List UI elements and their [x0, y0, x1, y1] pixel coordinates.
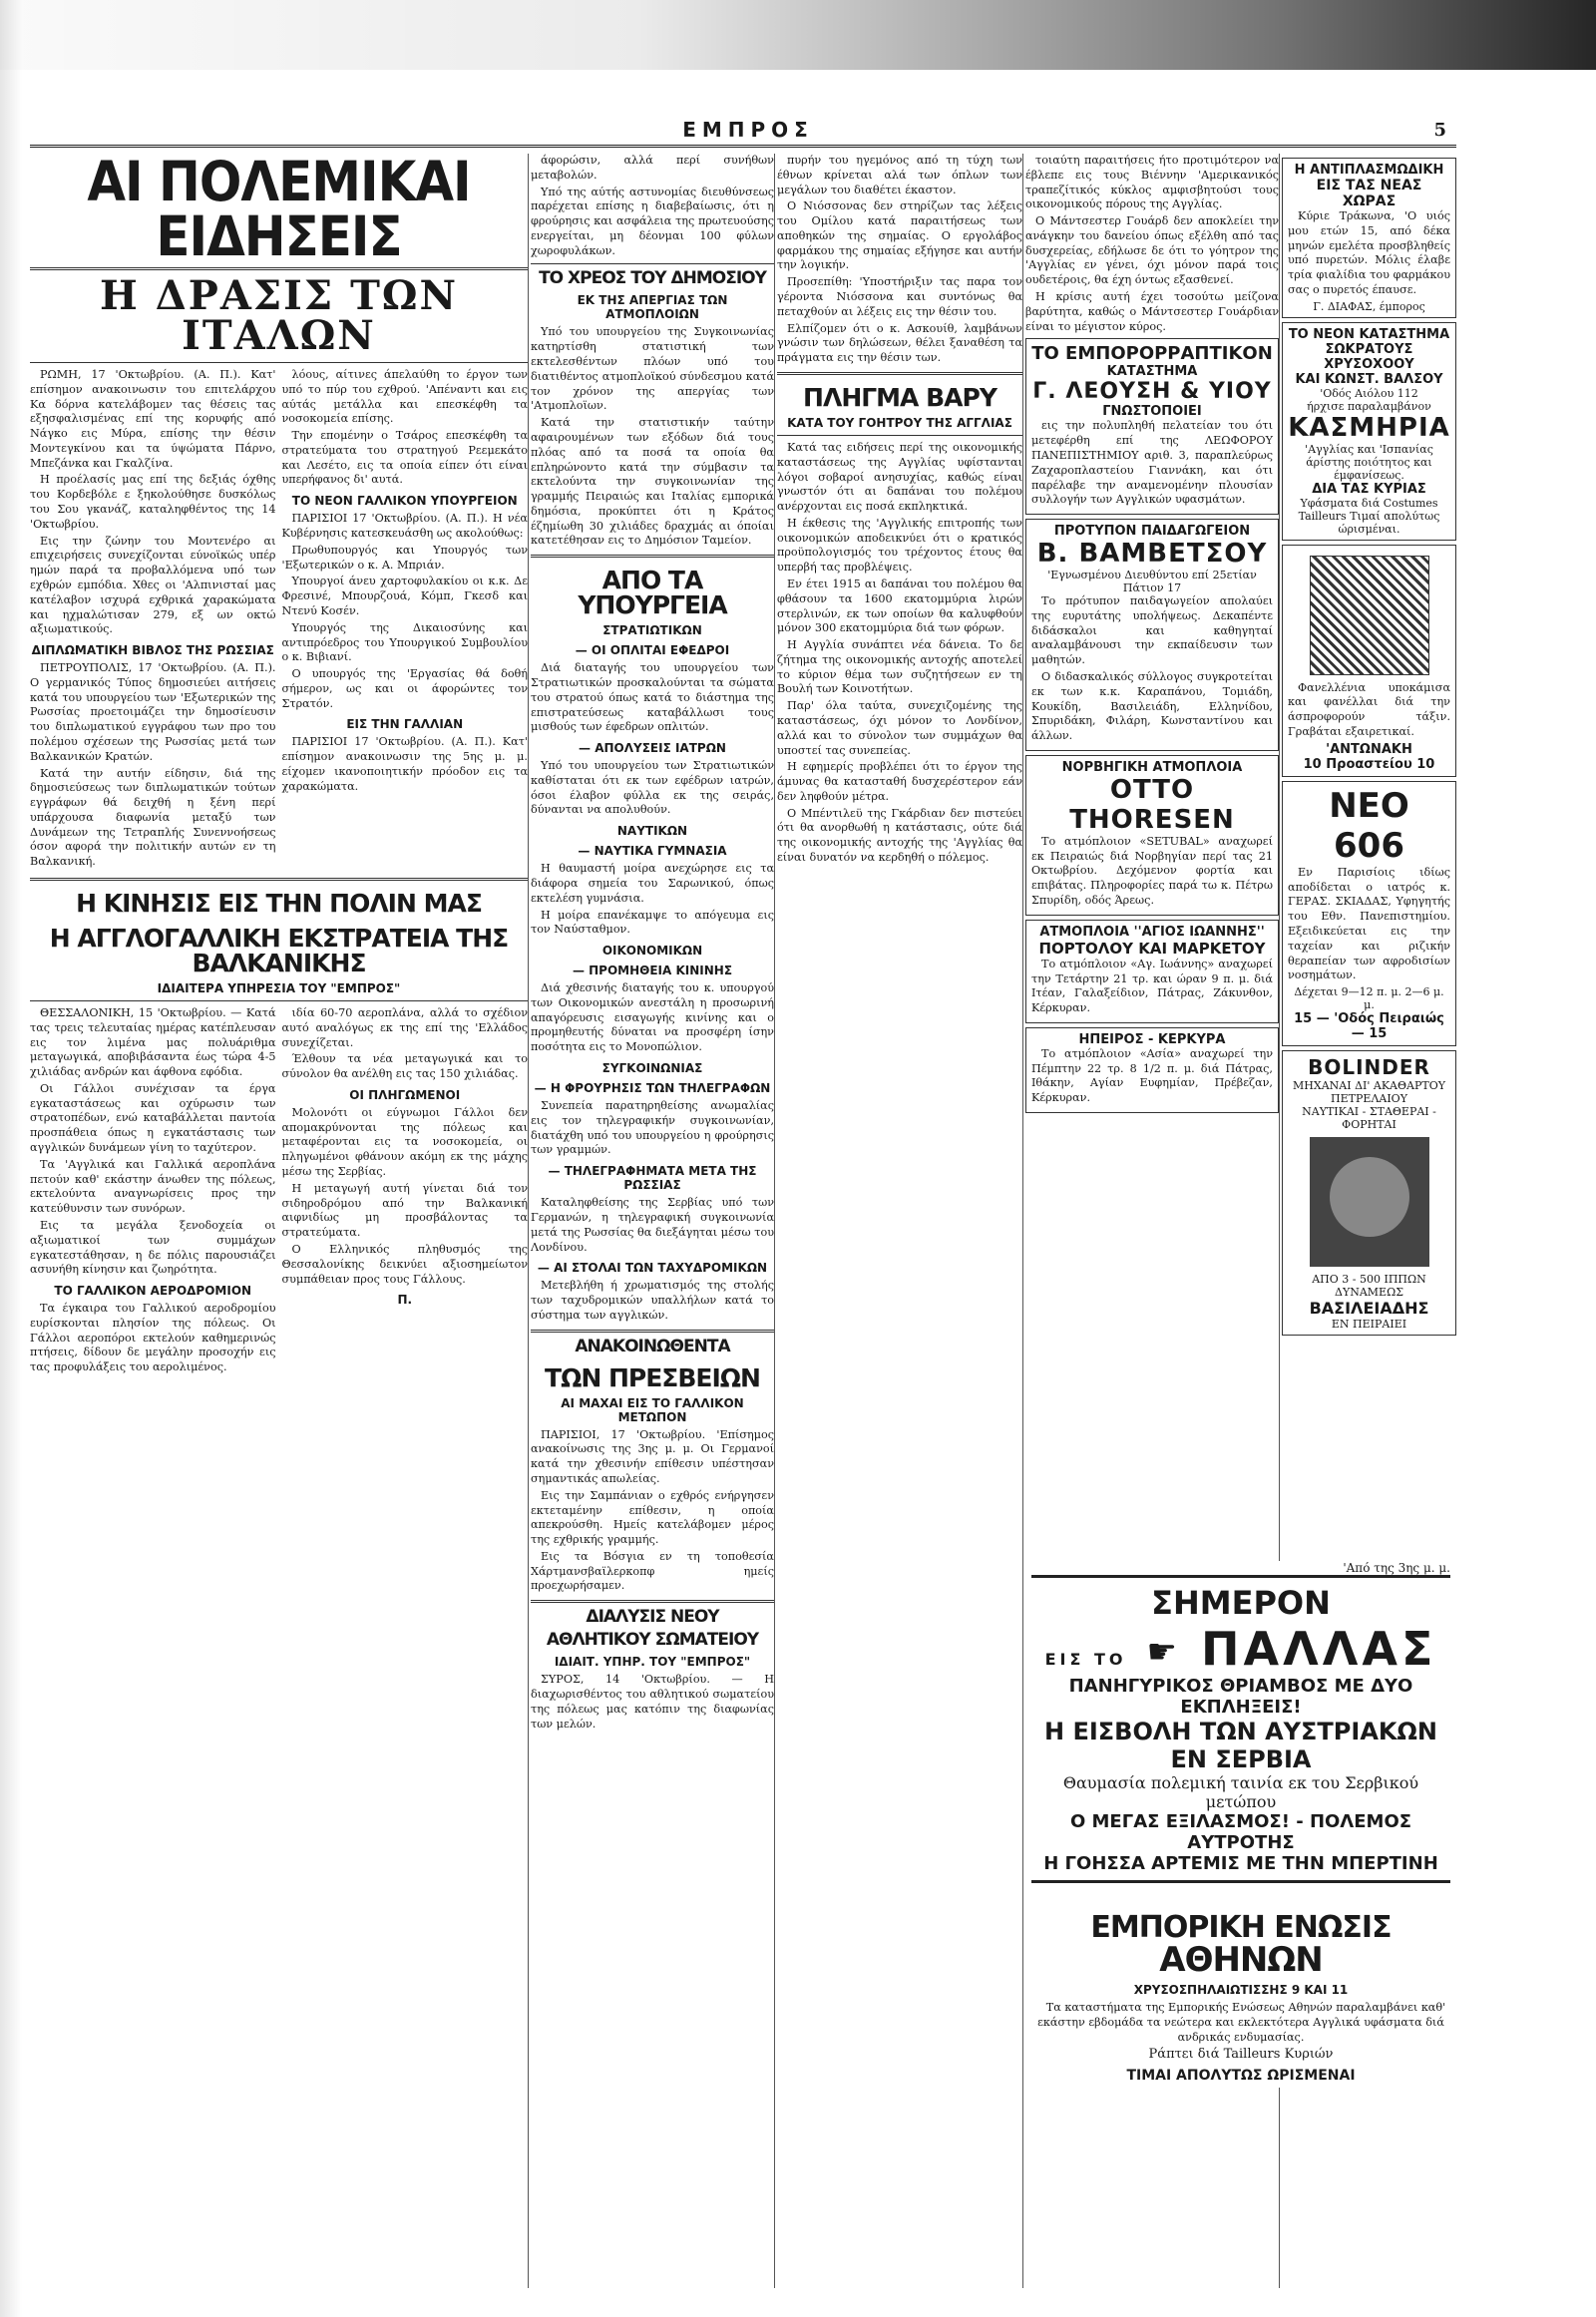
engine-illustration: [1310, 1137, 1429, 1267]
article-paragraph: Υπό της αύτής αστυνομίας διευθύνσεως παρέχεται επίσης η διαβεβαίωσις, ότι η φρούρησις και ασφάλεια της πρωτευούσης ενεργείται, μη δέονμαι 100 φύλων χωροφυλάκων.: [531, 185, 774, 257]
headline-anglo-french-campaign: Η ΑΓΓΛΟΓΑΛΛΙΚΗ ΕΚΣΤΡΑΤΕΙΑ ΤΗΣ ΒΑΛΚΑΝΙΚΗΣ: [49, 924, 509, 977]
subhead: ΕΙΣ ΤΗΝ ΓΑΛΛΙΑΝ: [346, 717, 464, 732]
ad-title: ΠΡΟΤΥΠΟΝ ΠΑΙΔΑΓΩΓΕΙΟΝ: [1053, 524, 1251, 540]
ad-body: 'Αγγλίας και 'Ισπανίας άρίστης ποιότητος και έμφανίσεως.: [1305, 442, 1433, 482]
ad-name: ΠΟΡΤΟΛΟΥ ΚΑΙ ΜΑΡΚΕΤΟΥ: [1038, 939, 1266, 958]
article-paragraph: Η μεταγωγή αυτή γίνεται διά τον σιδηροδρόμου από την Βαλκανική αιφνιδίως μη προσβάλοντας τα στρατεύματα.: [281, 1181, 528, 1240]
campaign-left: [30, 1006, 276, 1377]
article-paragraph: ΠΑΡΙΣΙΟΙ 17 'Οκτωβρίου. (Α. Π.). Η νέα Κυβέρνησις κατεσκευάσθη ως ακολούθως:: [281, 512, 528, 541]
scan-shadow: [0, 0, 1596, 70]
ad-big-text: ΝΕΟ 606: [1329, 785, 1409, 866]
article-paragraph: Ο Μάντσεστερ Γουάρδ δεν αποκλείει την ανάγκην του δανείου όπως εξέλθη από τας δυσχερείας, εδήλωσε δε ότι το γόητρον της 'Αγγλίας εν γένει, όχι μόνον παρά τοις ουδετέροις, θα έχη όντως εξασθενεί.: [1025, 214, 1279, 287]
ad-body: Τα καταστήματα της Εμπορικής Ενώσεως Αθηνών παραλαμβάνει καθ' εκάστην εβδομάδα τα νεώτερα και εκλεκτότερα Αγγλικά υφάσματα διά ανδρικάς ενδυμασίας.: [1037, 2001, 1446, 2044]
article-paragraph: ΘΕΣΣΑΛΟΝΙΚΗ, 15 'Οκτωβρίου. — Κατά τας τρεις τελευταίας ημέρας κατέπλευσαν εις τον λιμένα μας πολυάριθμα μεταγωγικά, αποβιβάσαντα έως τώρα 4-5 χιλιάδας ανδρών και άφθονα εφόδια.: [30, 1006, 276, 1079]
ad-address: ΕΝ ΠΕΙΡΑΙΕΙ: [1331, 1318, 1407, 1332]
article-paragraph: ΡΩΜΗ, 17 'Οκτωβρίου. (Α. Π.). Κατ' επίσημον ανακοινωσιν του επιτελάρχου Κα δόρνα κατελάβομεν τας θέσεις τας εξησφαλισμένας επί της κορυφής από Νάγκο εις Μύρα, επίσης την θέσιν Μοντεγκίνου και τα ύψώματα Πάρνο, Μπεζάνκα και Γκαλζίνα.: [30, 368, 276, 470]
ad-pallas-name: ΠΑΛΛΑΣ: [1201, 1622, 1437, 1676]
article-paragraph: Εις την ζώνην του Μοντενέρο αι επιχειρήσεις συνεχίζονται εύνοϊκώς υπέρ ημών παρά τα προβαλλόμενα υπό των εχθρών εμπόδια. Χθες οι 'Αλπινισταί μας κατέλαβον ισχυρά εχθρικά χαρακώματα και ηχμαλώτισαν 279, εξ ων οκτώ αξιωματικούς.: [30, 534, 276, 636]
subhead: — ΑΠΟΛΥΣΕΙΣ ΙΑΤΡΩΝ: [579, 741, 726, 756]
article-paragraph: Υπουργοί άνευ χαρτοφυλακίου οι κ.κ. Δε Φρεσινέ, Μπουρζουά, Κόμπ, Γκεσδ και Ντενύ Κοσέν.: [281, 575, 528, 617]
article-paragraph: Τα 'Αγγλικά και Γαλλικά αεροπλάνα πετούν καθ' εκάστην άνωθεν της πόλεως, εκτελούντα αναγνωρίσεις προς την κατεύθυνσιν των συνόρων.: [30, 1157, 276, 1216]
newspaper-title: ΕΜΠΡΟΣ: [682, 118, 814, 142]
ad-line: Η ΕΙΣΒΟΛΗ ΤΩΝ ΑΥΣΤΡΙΑΚΩΝ ΕΝ ΣΕΡΒΙΑ: [1044, 1718, 1437, 1773]
article-paragraph: Η μοίρα επανέκαμψε το απόγευμα εις τον Ναύσταθμον.: [531, 908, 774, 937]
divider: [531, 263, 774, 264]
subhead: — ΟΙ ΟΠΛΙΤΑΙ ΕΦΕΔΡΟΙ: [575, 643, 730, 658]
subhead: ΟΙ ΠΛΗΓΩΜΕΝΟΙ: [349, 1087, 461, 1102]
divider: [531, 1330, 774, 1333]
war-news-left: [30, 368, 276, 872]
subhead: — ΑΙ ΣΤΟΛΑΙ ΤΩΝ ΤΑΧΥΔΡΟΜΙΚΩΝ: [537, 1261, 768, 1276]
article-paragraph: τοιαύτη παραιτήσεις ήτο προτιμότερον να έβλεπε εις τους Βιέννην 'Αμερικανικός τραπεζίτικός κύκλος αμφισβητούσι τους οικονομικούς πόρους της Αγγλίας.: [1025, 154, 1279, 211]
ad-name: Γ. ΛΕΟΥΣΗ & ΥΙΟΥ: [1032, 379, 1272, 405]
subhead: — ΠΡΟΜΗΘΕΙΑ ΚΙΝΙΝΗΣ: [572, 964, 733, 978]
article-paragraph: Κατά την αυτήν είδησιν, διά της δημοσιεύσεως των διπλωματικών τούτων εγγράφων θά δειχθή η ξένη περί υπάρχουσα διαφωνία μεταξύ των Δυνάμεων της Τετραπλής Συνεννοήσεως όσον αφορά την πολιτικήν αυτών εν τη Βαλκανική.: [30, 766, 276, 869]
article-paragraph: Η έκθεσις της 'Αγγλικής επιτροπής των οικονομικών αποδεικνύει ότι ο κρατικός προϋπολογισμός του τρέχοντος έτους θα υπερβή τας προβλέψεις.: [777, 516, 1022, 575]
article-paragraph: πυρήν του ηγεμόνος από τη τύχη των έθνων κρίνεται αλά των όπλων των μεγάλων του διαθέτει έκαστον.: [777, 154, 1022, 196]
ad-title: ΗΠΕΙΡΟΣ - ΚΕΡΚΥΡΑ: [1078, 1031, 1226, 1047]
article-paragraph: Συνεπεία παρατηρηθείσης ανωμαλίας εις τον τηλεγραφικήν συγκοινωνίαν, διατάχθη υπό του υπουργείου η φρούρησις των γραμμών.: [531, 1099, 774, 1157]
scan-shadow-left: [0, 0, 22, 2317]
ad-name: ΚΑΙ ΚΩΝΣΤ. ΒΑΛΣΟΥ: [1295, 371, 1443, 387]
ad-body: ΝΑΥΤΙΚΑΙ - ΣΤΑΘΕΡΑΙ - ΦΟΡΗΤΑΙ: [1302, 1105, 1436, 1132]
ad-city: ΑΘΗΝΩΝ: [1159, 1940, 1323, 1980]
ad-agios-ioannis: [1025, 920, 1279, 1023]
ad-title: ΝΟΡΒΗΓΙΚΗ ΑΤΜΟΠΛΟΙΑ: [1061, 759, 1243, 775]
article-paragraph: Παρ' όλα ταύτα, συνεχιζομένης της καταστάσεως, όχι μόνον το Λονδίνον, αλλά και το σύνολον των συμμάχων θα υποστεί τας συνεπείας.: [777, 699, 1022, 757]
ad-commercial-union: [1031, 1910, 1450, 2085]
article-paragraph: ΠΕΤΡΟΥΠΟΛΙΣ, 17 'Οκτωβρίου. (Α. Π.). Ο γερμανικός Τύπος δημοσιεύει αιτήσεις κατά του υπουργείου των 'Εξωτερικών της Ρωσσίας προετοιμάζει την δημοσίευσιν του διπλωματικού εγγράφου των προ του πολέμου σχέσεων της Ρωσσίας μετά των Βαλκανικών Κρατών.: [30, 661, 276, 763]
ad-line: ήρχισε παραλαμβάνον: [1307, 399, 1431, 413]
ad-body: Το πρότυπον παιδαγωγείον απολαύει της ευρυτάτης υπολήψεως. Δεκαπέντε διδάσκαλοι και καθηγηταί αναλαμβάνουσι την εκπαίδευσιν των μαθητών.: [1031, 594, 1273, 667]
article-paragraph: ΠΑΡΙΣΙΟΙ, 17 'Οκτωβρίου. 'Επίσημος ανακοίνωσις της 3ης μ. μ. Οι Γερμανοί κατά την χθεσινήν επίθεσιν υπέστησαν σημαντικάς απωλείας.: [531, 1427, 774, 1485]
ad-new-store: [1282, 322, 1456, 541]
campaign-body: [30, 1006, 528, 1377]
ad-body: Ο διδασκαλικός σύλλογος συγκροτείται εκ των κ.κ. Καραπάνου, Τομιάδη, Κουκίδη, Βασιλειάδη, Ελληνίδου, Σπυριδάκη, Φιλάρη, Κωνσταντίνου και άλλων.: [1031, 669, 1273, 743]
ad-subtitle: ΚΑΤΑΣΤΗΜΑ: [1106, 364, 1198, 380]
article-paragraph: Η προέλασίς μας επί της δεξιάς όχθης του Κορδεβόλε ε ξηκολούθησε δυσκόλως του Σου γκανάζ, καταληφθέντος της 14 'Οκτωβρίου.: [30, 473, 276, 531]
column-1: [30, 154, 529, 2288]
signature: Π.: [397, 1293, 413, 1308]
article-paragraph: Υπουργός της Δικαιοσύνης και αντιπρόεδρος του Υπουργικού Συμβουλίου ο κ. Βιβιανί.: [281, 620, 528, 664]
ad-body: Το ατμόπλοιον «SETUBAL» αναχωρεί εκ Πειραιώς διά Νορβηγίαν περί τας 21 Οκτωβρίου. Δεχόμενον φορτία και επιβάτας. Πληροφορίες παρά τω κ. Πέτρω Σπυρίδη, οδός Άρεως.: [1031, 834, 1273, 907]
ad-time: 'Από της 3ης μ. μ.: [1343, 1561, 1450, 1575]
ad-body: Εν Παρισίοις ιδίως αποδίδεται ο ιατρός κ. ΓΕΡΑΣ. ΣΚΙΑΔΑΣ, Υφηγητής του Εθν. Πανεπιστημίου. Εξειδικεύεται εις την ταχείαν και ριζικήν θεραπείαν των αφροδισίων νοσημάτων.: [1288, 865, 1450, 982]
ad-title: ΤΟ ΝΕΟΝ ΚΑΤΑΣΤΗΜΑ: [1288, 326, 1450, 342]
headline-ministries: ΑΠΟ ΤΑ ΥΠΟΥΡΓΕΙΑ: [578, 566, 727, 620]
subhead: ΕΚ ΤΗΣ ΑΠΕΡΓΙΑΣ ΤΩΝ ΑΤΜΟΠΛΟΙΩΝ: [577, 293, 728, 322]
subhead: — Η ΦΡΟΥΡΗΣΙΣ ΤΩΝ ΤΗΛΕΓΡΑΦΩΝ: [534, 1081, 771, 1096]
page-number: 5: [1433, 120, 1446, 141]
ad-body: ΔΙΑ ΤΑΣ ΚΥΡΙΑΣ: [1312, 481, 1426, 497]
article-paragraph: Πρωθυπουργός και Υπουργός των 'Εξωτερικών ο κ. Α. Μπριάν.: [281, 543, 528, 572]
subhead: — ΤΗΛΕΓΡΑΦΗΜΑΤΑ ΜΕΤΑ ΤΗΣ ΡΩΣΣΙΑΣ: [548, 1164, 757, 1193]
subhead: ΤΟ ΝΕΟΝ ΓΑΛΛΙΚΟΝ ΥΠΟΥΡΓΕΙΟΝ: [291, 494, 518, 509]
article-paragraph: ΣΥΡΟΣ, 14 'Οκτωβρίου. — Η διαχωρισθέντος του αθλητικού σωματείου της πόλεως μας κατόπιν της διαφωνίας των μελών.: [531, 1673, 774, 1731]
article-paragraph: Ελπίζομεν ότι ο κ. Ασκουίθ, λαμβάνων γνώσιν των δηλώσεων, θέλει ξαναθέση τα πράγματα εις την θέσιν των.: [777, 321, 1022, 365]
headline-heavy-blow: ΠΛΗΓΜΑ ΒΑΡΥ: [803, 382, 997, 412]
subhead: ΚΑΤΑ ΤΟΥ ΓΟΗΤΡΟΥ ΤΗΣ ΑΓΓΛΙΑΣ: [787, 415, 1012, 430]
article-paragraph: Κατά τας ειδήσεις περί της οικονομικής καταστάσεως της Αγγλίας υφίστανται λόγοι σοβαροί ανησυχίας, καθώς είναι γνωστόν ότι αι δαπάναι του πολέμου ανέρχονται εις ποσά εκπληκτικά.: [777, 440, 1022, 514]
article-paragraph: Εν έτει 1915 αι δαπάναι του πολέμου θα φθάσουν τα 1600 εκατομμύρια λιρών στερλινών, εκ των οποίων θα καλυφθούν μόνον 300 εκατομμύρια διά των φόρων.: [777, 577, 1022, 635]
article-paragraph: Ο Νιόσσονας δεν στηρίζων τας λέξεις του Ομίλου κατά παραιτήσεως των αποθηκών της σημαίας. Ο εργολάβος φαρμάκου της σημαίας εξήγησε και αυτήν την λογικήν.: [777, 199, 1022, 272]
headline-dissolution: ΔΙΑΛΥΣΙΣ ΝΕΟΥ: [586, 1607, 719, 1628]
ad-shirts: [1282, 545, 1456, 777]
column-3: [777, 154, 1023, 2288]
article-paragraph: Διά χθεσινής διαταγής του κ. υπουργού των Οικονομικών ανεστάλη η προσωρινή απαγόρευσις εισαγωγής κινίνης και ο προμηθευτής δύναται να προσφέρη ίσην ποσότητα εις το Μονοπώλιον.: [531, 981, 774, 1054]
ad-address: 15 — 'Οδός Πειραιώς — 15: [1294, 1011, 1444, 1042]
ad-line: Η ΓΟΗΣΣΑ ΑΡΤΕΜΙΣ ΜΕ ΤΗΝ ΜΠΕΡΤΙΝΗ: [1043, 1853, 1438, 1874]
article-paragraph: Προσεπίθη: 'Υποστήριξιν τας παρα τον γέροντα Νιόσσονα και συντόνως θα πεταχθούν αι λέξεις εις την θέσιν του.: [777, 275, 1022, 318]
headline-war-news: ΑΙ ΠΟΛΕΜΙΚΑΙ ΕΙΔΗΣΕΙΣ: [87, 154, 471, 269]
ad-bolinder: [1282, 1050, 1456, 1336]
article-paragraph: Ο Ελληνικός πληθυσμός της Θεσσαλονίκης δεικνύει αξιοσημείωτον συμπάθειαν προς τους Γάλλους.: [281, 1242, 528, 1286]
ad-cinema-name: [1035, 1622, 1446, 1676]
article-paragraph: Καταληφθείσης της Σερβίας υπό των Γερμανών, η τηλεγραφική συγκοινωνία μετά της Ρωσσίας θα διεξάγηται μέσω του Λονδίνου.: [531, 1196, 774, 1254]
special-service-label: ΙΔΙΑΙΤ. ΥΠΗΡ. ΤΟΥ "ΕΜΠΡΟΣ": [554, 1655, 751, 1670]
article-paragraph: Η εφημερίς προβλέπει ότι το έργον της άμυνας θα κατασταθή δυσχερέστερον εάν δεν ληφθούν μέτρα.: [777, 760, 1022, 803]
ad-name: Β. ΒΑΜΒΕΤΣΟΥ: [1036, 539, 1268, 570]
ad-tailor-shop: [1025, 338, 1279, 515]
ad-body: Υφάσματα διά Costumes Tailleurs Τιμαί απολύτως ώρισμέναι.: [1298, 496, 1440, 536]
special-service-label: ΙΔΙΑΙΤΕΡΑ ΥΠΗΡΕΣΙΑ ΤΟΥ "ΕΜΠΡΟΣ": [157, 981, 401, 995]
ad-line: 'Εγνωσμένου Διευθύντου επί 25ετίαν: [1047, 569, 1257, 582]
ad-title: ΑΤΜΟΠΛΟΙΑ ''ΑΓΙΟΣ ΙΩΑΝΝΗΣ'': [1039, 924, 1265, 940]
divider: [777, 372, 1022, 375]
subhead: — ΝΑΥΤΙΚΑ ΓΥΜΝΑΣΙΑ: [578, 844, 727, 859]
ad-antiplasmodic: [1282, 158, 1456, 318]
article-paragraph: άφορώσιν, αλλά περί συνήθων μεταβολών.: [531, 154, 774, 182]
article-paragraph: Υπό του υπουργείου της Συγκοινωνίας κατηρτίσθη στατιστική των εκτελεσθέντων πλόων υπό του διατιθέντος ατμοπλοϊκού σύνδεσμου κατά τον χρόνον της απεργίας των 'Ατμοπλοϊων.: [531, 325, 774, 413]
article-paragraph: Ο υπουργός της 'Εργασίας θά δοθή σήμερον, ως και οι άφορώντες τον Στρατόν.: [281, 667, 528, 710]
article-paragraph: Υπό του υπουργείου των Στρατιωτικών καθίσταται ότι εκ των εφέδρων ιατρών, όσοι έλαβον φύλλα εκ της σειράς, δύνανται να απολυθούν.: [531, 759, 774, 817]
ad-school: [1025, 519, 1279, 751]
article-paragraph: ιδία 60-70 αεροπλάνα, αλλά το σχέδιον αυτό αναλόγως εκ της επί της 'Ελλάδος συνεχίζεται.: [281, 1006, 528, 1049]
ad-address: ΧΡΥΣΟΣΠΗΛΑΙΩΤΙΣΣΗΣ 9 ΚΑΙ 11: [1133, 1983, 1349, 1997]
subhead: ΤΟ ΓΑΛΛΙΚΟΝ ΑΕΡΟΔΡΟΜΙΟΝ: [54, 1284, 252, 1299]
ad-norwegian-line: [1025, 755, 1279, 916]
ad-title: BOLINDER: [1308, 1055, 1430, 1080]
ad-name: OTTO THORESEN: [1069, 774, 1235, 835]
ad-address: 'Οδός Αιόλου 112: [1320, 386, 1418, 400]
masthead: [30, 118, 1456, 148]
ad-line: ΠΑΝΗΓΥΡΙΚΟΣ ΘΡΙΑΜΒΟΣ ΜΕ ΔΥΟ ΕΚΠΛΗΞΕΙΣ!: [1068, 1676, 1413, 1718]
headline-announcements: ΑΝΑΚΟΙΝΩΘΕΝΤΑ: [575, 1336, 730, 1356]
column-2: [531, 154, 775, 2288]
section-transport: ΣΥΓΚΟΙΝΩΝΙΑΣ: [601, 1061, 703, 1076]
ad-address: Πάτιον 17: [1122, 581, 1182, 595]
ad-title: ΤΟ ΕΜΠΟΡΟΡΡΑΠΤΙΚΟΝ: [1031, 343, 1273, 365]
ad-body: ΑΠΟ 3 - 500 ΙΠΠΩΝ ΔΥΝΑΜΕΩΣ: [1312, 1273, 1426, 1300]
divider: [531, 1600, 774, 1603]
campaign-right: [282, 1006, 529, 1377]
ad-prices: ΤΙΜΑΙ ΑΠΟΛΥΤΩΣ ΩΡΙΣΜΕΝΑΙ: [1126, 2068, 1356, 2085]
headline-italians: Η ΔΡΑΣΙΣ ΤΩΝ ΙΤΑΛΩΝ: [100, 272, 458, 359]
article-paragraph: Εις τα Βόσγια εν τη τοποθεσία Χάρτμανσβαϊλερκοπφ ημείς προεχωρήσαμεν.: [531, 1549, 774, 1593]
ad-name: ΣΩΚΡΑΤΟΥΣ ΧΡΥΣΟΧΟΟΥ: [1324, 341, 1414, 372]
article-paragraph: ΠΑΡΙΣΙΟΙ 17 'Οκτωβρίου. (Α. Π.). Κατ' επίσημον ανακοινωσιν της 5ης μ. μ. είχομεν ικανοποιητικήν πρόοδον εις τα χαρακώματα.: [281, 735, 528, 793]
pointing-hand-icon: ☛: [1146, 1632, 1182, 1673]
ad-eis-to: ΕΙΣ ΤΟ: [1044, 1650, 1127, 1669]
ad-body: Το ατμόπλοιον «Ασία» αναχωρεί την Πέμπτην 22 τρ. 8 1/2 π. μ. διά Πάτρας, Ιθάκην, Αγίαν Ευφημίαν, Πρέβεζαν, Κέρκυραν.: [1031, 1046, 1273, 1105]
ad-body: Ράπτει διά Tailleurs Κυριών: [1148, 2047, 1334, 2063]
article-paragraph: Οι Γάλλοι συνέχισαν τα έργα εγκαταστάσεως και οχύρωσιν των στρατοπέδων, ενώ καταβάλλεται παντοία προσπάθεια όπως η εγκατάστασις των αγγλικών δυνάμεων γίνη το ταχύτερον.: [30, 1081, 276, 1155]
article-paragraph: Μετεβλήθη ή χρωματισμός της στολής των ταχυδρομικών υπαλλήλων κατά το σύστημα των αγγλικών.: [531, 1279, 774, 1322]
article-paragraph: Κατά την στατιστικήν ταύτην αφαιρουμένων των εξόδων διά τους πλόας από τα ποσά τα οποία θα επληρώνοντο κατά την σύμβασιν τα εκτελούντα την συγκοινωνίαν της γραμμής Πειραιώς και Ιταλίας εμπορικά δημόσια, προκύπτει ότι η Κράτος έζημίωθη 30 χιλιάδες δραχμάς αι όποίαι κατετέθησαν εις το Δημόσιον Ταμείον.: [531, 416, 774, 548]
article-paragraph: Τα έγκαιρα του Γαλλικού αεροδρομίου ευρίσκονται πλησίον της πόλεως. Οι Γάλλοι αεροπόροι εκτελούν καθημερινώς πτήσεις, δίδουν δε μεγάλην προσοχήν εις τας προφυλάξεις του αερολιμένος.: [30, 1302, 276, 1374]
article-paragraph: Η θαυμαστή μοίρα ανεχώρησε εις τα διάφορα σημεία του Σαρωνικού, όπως εκτελέση γυμνάσια.: [531, 862, 774, 905]
ad-body: εις την πολυπληθή πελατείαν του ότι μετεφέρθη επί της ΛΕΩΦΟΡΟΥ ΠΑΝΕΠΙΣΤΗΜΙΟΥ αριθ. 3, παραπλεύρως Ζαχαροπλαστείου Γιαννάκη, και ότι παρέλαβε την αναμενομένην πλουσίαν συλλογήν των Αγγλικών υφασμάτων.: [1031, 419, 1273, 507]
ad-epirus-corfu: [1025, 1027, 1279, 1113]
article-paragraph: λόους, αίτινες άπελαύθη το έργον των υπό το πύρ του εχθρού. 'Απέναντι και εις αύτάς μετάλλα και επεσκέφθη τα νοσοκομεία επίσης.: [281, 368, 528, 426]
ad-subtitle: ΕΙΣ ΤΑΣ ΝΕΑΣ ΧΩΡΑΣ: [1316, 178, 1422, 209]
divider: [531, 555, 774, 558]
headline-athletic-club: ΑΘΛΗΤΙΚΟΥ ΣΩΜΑΤΕΙΟΥ: [546, 1630, 759, 1651]
article-paragraph: Η Αγγλία συνάπτει νέα δάνεια. Το δε ζήτημα της οικονομικής αντοχής αποτελεί το κύριον θέμα των συζητήσεων εν τη Βουλή των Κοινοτήτων.: [777, 638, 1022, 696]
ad-hours: Δέχεται 9—12 π. μ. 2—6 μ. μ.: [1294, 985, 1444, 1012]
headline-city-movement: Η ΚΙΝΗΣΙΣ ΕΙΣ ΤΗΝ ΠΟΛΙΝ ΜΑΣ: [76, 889, 482, 918]
war-news-right: [282, 368, 529, 872]
ad-pallas-cinema: [1031, 1561, 1450, 2088]
ad-line: ΓΝΩΣΤΟΠΟΙΕΙ: [1102, 404, 1202, 420]
ad-line: Θαυμασία πολεμική ταινία εκ του Σερβικού μετώπου: [1062, 1773, 1419, 1811]
ad-big-text: ΚΑΣΜΗΡΙΑ: [1288, 412, 1450, 443]
ad-body: Το ατμόπλοιον «Αγ. Ιωάννης» αναχωρεί την Τετάρτην 21 τρ. και ώραν 9 π. μ. διά Ιτέαν, Γαλαξείδιον, Πάτρας, Ζάκυνθον, Κέρκυραν.: [1031, 957, 1273, 1015]
subhead: ΑΙ ΜΑΧΑΙ ΕΙΣ ΤΟ ΓΑΛΛΙΚΟΝ ΜΕΤΩΠΟΝ: [561, 1395, 744, 1424]
section-military: ΣΤΡΑΤΙΩΤΙΚΩΝ: [602, 623, 702, 638]
subhead: ΔΙΠΛΩΜΑΤΙΚΗ ΒΙΒΛΟΣ ΤΗΣ ΡΩΣΣΙΑΣ: [31, 643, 274, 658]
ad-address: 10 Προαστείου 10: [1303, 756, 1435, 772]
article-paragraph: Μολονότι οι εύγνωμοι Γάλλοι δεν απομακρύνονται της πόλεως και μεταφέρονται εις τα νοσοκομεία, οι πληγωμένοι φθάνουν ακόμη εκ της μάχης μέσω της Σερβίας.: [281, 1105, 528, 1179]
divider: [30, 1000, 528, 1001]
ad-line: Ο ΜΕΓΑΣ ΕΞΙΛΑΣΜΟΣ! - ΠΟΛΕΜΟΣ ΑΥΤΡΟΤΗΣ: [1069, 1811, 1412, 1853]
divider: [30, 878, 528, 881]
divider: [777, 435, 1022, 436]
article-paragraph: Εις τα μεγάλα ξενοδοχεία οι αξιωματικοί των συμμάχων εγκατεστάθησαν, η δε πόλις παρουσιάζει ασυνήθη κίνησιν και ζωηρότητα.: [30, 1218, 276, 1277]
article-paragraph: Η κρίσις αυτή έχει τοσούτω μείζονα βαρύτητα, καθώς ο Μάντσεστερ Γουάρδιαν είναι το μέγιστον κύρος.: [1025, 290, 1279, 333]
section-finance: ΟΙΚΟΝΟΜΙΚΩΝ: [601, 944, 703, 959]
ad-neo-606: [1282, 781, 1456, 1046]
ad-name: ΒΑΣΙΛΕΙΑΔΗΣ: [1309, 1299, 1429, 1319]
pallas-box: [1031, 1575, 1450, 1883]
section-naval: ΝΑΥΤΙΚΩΝ: [616, 824, 688, 839]
ad-signature: Γ. ΔΙΑΦΑΣ, έμπορος: [1313, 299, 1425, 313]
ad-body: ΜΗΧΑΝΑΙ ΔΙ' ΑΚΑΘΑΡΤΟΥ ΠΕΤΡΕΛΑΙΟΥ: [1293, 1079, 1445, 1106]
ad-title: ΕΜΠΟΡΙΚΗ ΕΝΩΣΙΣ: [1090, 1910, 1392, 1945]
headline-embassies: ΤΩΝ ΠΡΕΣΒΕΙΩΝ: [545, 1362, 760, 1392]
article-paragraph: Την επομένην ο Τσάρος επεσκέφθη τα στρατεύματα του στρατηγού Ρεεμεκάτο και Λεσέτο, εις τα οποία είπεν ότι είναι υπερήφανος δι' αυτά.: [281, 429, 528, 487]
ad-body: Κύριε Τράκωνα, 'Ο υιός μου ετών 15, από δέκα μηνών εμελέτα προσβληθείς υπό πυρετών. Μόλις έλαβε τρία φιαλίδια του φαρμάκου σας ο πυρετός έπαυσε.: [1288, 209, 1450, 296]
shirt-illustration: [1310, 556, 1429, 675]
article-paragraph: Εις την Σαμπάνιαν ο εχθρός ενήργησεν εκτεταμένην επίθεσιν, η οποία απεκρούσθη. Ημείς κατελάβομεν μέρος της εχθρικής γραμμής.: [531, 1488, 774, 1547]
headline-state-debt: ΤΟ ΧΡΕΟΣ ΤΟΥ ΔΗΜΟΣΙΟΥ: [539, 268, 766, 289]
divider: [30, 362, 528, 363]
article-paragraph: Ο Μπέντιλεϋ της Γκάρδιαν δεν πιστεύει ότι θα ανορθωθή η κατάστασις, ούτε διά της οικονομικής αντοχής της 'Αγγλίας θα είναι δυνατόν να κερδηθή ο πόλεμος.: [777, 806, 1022, 865]
ad-name: 'ΑΝΤΩΝΑΚΗ: [1326, 741, 1412, 757]
ad-body: Φανελλένια υποκάμισα και φανέλλαι διά την άσπροφορούν τάξιν. Γραβάται εξαιρετικαί.: [1288, 680, 1450, 739]
article-paragraph: Διά διαταγής του υπουργείου των Στρατιωτικών προσκαλούνται τα σώματα του στρατού όπως κατά το διάστημα της επιστρατεύσεως καταβάλλωσι τους μισθούς των έφεδρων οπλιτών.: [531, 661, 774, 734]
war-news-body: [30, 368, 528, 872]
ad-title: Η ΑΝΤΙΠΛΑΣΜΩΔΙΚΗ: [1294, 163, 1444, 178]
ad-today: ΣΗΜΕΡΟΝ: [1151, 1584, 1331, 1622]
article-paragraph: Έλθουν τα νέα μεταγωγικά και το σύνολον θα ανέλθη εις τας 150 χιλιάδας.: [281, 1052, 528, 1081]
